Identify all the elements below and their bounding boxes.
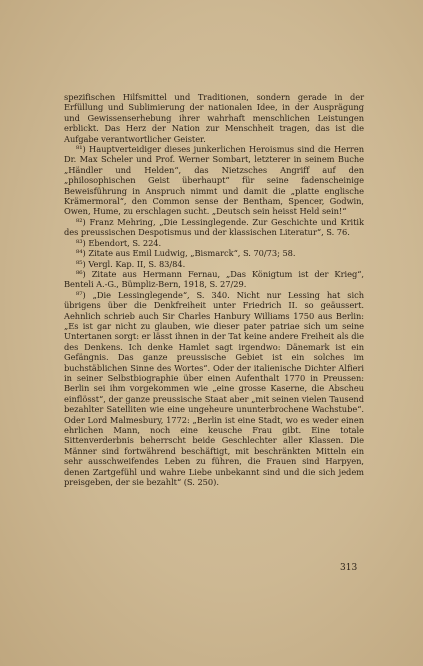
footnote-86: ⁸⁶) Zitate aus Hermann Fernau, „Das Königtum ist der Krieg“, Benteli A.-G., Bümpliz-Bern, 1918, S. 27/29. [64, 268, 364, 290]
footnote-83: ⁸³) Ebendort, S. 224. [76, 237, 162, 248]
footnote-82: ⁸²) Franz Mehring, „Die Lessinglegende. Zur Geschichte und Kritik des preussischen Despotismus und der klassischen Literatur“, S. 76. [64, 216, 364, 238]
footnote-81: ⁸¹) Hauptverteidiger dieses junkerlichen Heroismus sind die Herren Dr. Max Scheler und Prof. Werner Sombart, letzterer in seinem Buche „Händler und Helden“, das Nietzsches Angriff auf den „philosophischen Geist überhaupt“ für seine fadenscheinige Beweisführung in Anspruch nimmt und damit die „platte englische Krämermoral“, den Common sense der Bentham, Spencer, Godwin, Owen, Hume, zu erschlagen sucht. „Deutsch sein heisst Held sein!“ [64, 144, 364, 217]
footnote-87: ⁸⁷) „Die Lessinglegende“, S. 340. Nicht nur Lessing hat sich übrigens über die Denkfreiheit unter Friedrich II. so geäussert. Aehnlich schrieb auch Sir Charles Hanbury Williams 1750 aus Berlin: „Es ist gar nicht zu glauben, wie dieser pater patriae sich um seine Untertanen sorgt: er lässt ihnen in der Tat keine andere Freiheit als die des Denkens. Ich denke Hamlet sagt irgendwo: Dänemark ist ein Gefängnis. Das ganze preussische Gebiet ist ein solches im buchstäblichen Sinne des Wortes“. Oder der italienische Dichter Alfieri in seiner Selbstbiographie über einen Aufenthalt 1770 in Preussen: Berlin sei ihm vorgekommen wie „eine grosse Kaserne, die Abscheu einflösst“, der ganze preussische Staat aber „mit seinen vielen Tausend bezahlter Satelliten wie eine ungeheure ununterbrochene Wachstube“. Oder Lord Malmesbury, 1772: „Berlin ist eine Stadt, wo es weder einen ehrlichen Mann, noch eine keusche Frau gibt. Eine totale Sittenverderbnis beherrscht beide Geschlechter aller Klassen. Die Männer sind fortwährend beschäftigt, mit beschränkten Mitteln ein sehr ausschweifendes Leben zu führen, die Frauen sind Harpyen, denen Zartgefühl und wahre Liebe unbekannt sind und die sich jedem preisgeben, der sie bezahlt“ (S. 250). [64, 289, 364, 488]
footnote-84: ⁸⁴) Zitate aus Emil Ludwig, „Bismarck“, S. 70/73; 58. [76, 248, 296, 259]
page-text [64, 92, 364, 487]
body-paragraph: spezifischen Hilfsmittel und Traditionen, sondern gerade in der Erfüllung und Sublimierung der nationalen Idee, in der Ausprägung und Gewissenserhebung ihrer wahrhaft menschlichen Leistungen erblickt. Das Herz der Nation zur Menschheit tragen, das ist die Aufgabe verantwortlicher Geister. [64, 92, 364, 144]
footnote-85: ⁸⁵) Vergl. Kap. II, S. 83/84. [76, 258, 186, 269]
page-number: 313 [340, 563, 358, 573]
